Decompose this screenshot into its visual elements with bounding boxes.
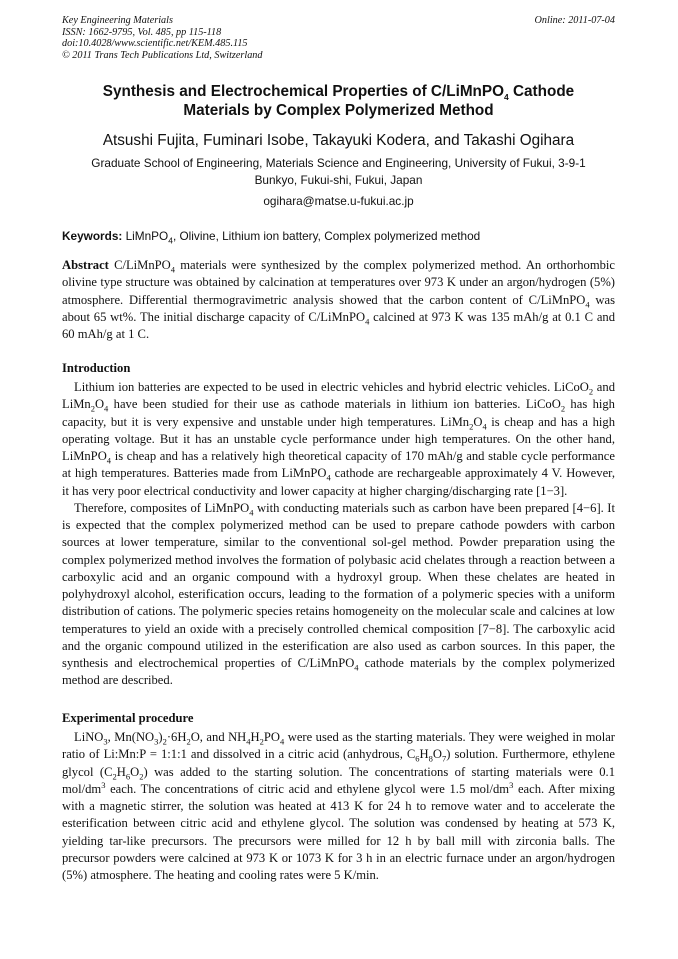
experimental-body [62, 729, 615, 884]
title-line-1: Synthesis and Electrochemical Properties of C/LiMnPO$_4$ Cathode [102, 83, 575, 103]
intro-paragraph-2: Therefore, composites of LiMnPO$_4$ with conducting materials such as carbon have been prepared [4−6]. It is expected that the complex polymerized method can be used to prepare cathode powders with carbon sources at lower temperature, similar to the conventional sol-gel method. Powder preparation using the complex polymerized method involves the formation of polybasic acid chelates through a reaction between a carboxylic acid and an organic compound with a hydroxyl group. When these chelates are heated in polyhydroxyl alcohol, esterification occurs, leading to the formation of a polymeric species with a uniform distribution of cations. The polymeric species retains homogeneity on the molecular scale and calcines at low temperatures to yield an oxide with a precisely controlled chemical composition [7−8]. The carboxylic acid and the organic compound utilized in the esterification are also used as carbon sources. In this paper, the synthesis and electrochemical properties of C/LiMnPO$_4$ cathode materials by the complex polymerized method are described. [62, 500, 615, 688]
introduction-heading: Introduction [62, 361, 131, 375]
journal-name: Key Engineering Materials [62, 15, 173, 26]
issn-line: ISSN: 1662-9795, Vol. 485, pp 115-118 [62, 26, 222, 38]
experimental-paragraph-1: LiNO$_3$, $Mn(NO_3)_2\cdot 6H_2O$, and $NH_4H_2PO_4$ were used as the starting materials. They were weighed in molar ratio of Li:Mn:P = 1:1:1 and dissolved in a citric acid (anhydrous, $C_6H_8O_7$) solution. Furthermore, ethylene glycol $(C_2H_6O_2)$ was added to the starting solution. The concentrations of starting materials were 0.1 mol/$dm^3$ each. The concentrations of citric acid and ethylene glycol were 1.5 mol/$dm^3$ each. After mixing with a magnetic stirrer, the solution was heated at 413 K for 24 h to remove water and to accelerate the esterification between citric acid and ethylene glycol. The solution was condensed by heating at 573 K, yielding tar-like precursors. The precursors were milled for 12 h by ball mill with zirconia balls. The precursor powders were calcined at 973 K or 1073 K for 3 h in an electric furnace under an argon/hydrogen (5%) atmosphere. The heating and cooling rates were 5 K/min. [62, 730, 615, 882]
copyright-line: © 2011 Trans Tech Publications Ltd, Switzerland [62, 49, 263, 61]
doi-line: doi:10.4028/www.scientific.net/KEM.485.115 [62, 38, 248, 49]
keywords-label: Keywords: [62, 229, 123, 243]
experimental-heading: Experimental procedure [62, 711, 194, 725]
affiliation: Graduate School of Engineering, Materials Science and Engineering, University of Fukui, 3-9-1 Bunkyo, Fukui-shi, Fukui, Japan [91, 156, 586, 187]
author-email[interactable]: ogihara@matse.u-fukui.ac.jp [263, 194, 414, 208]
author-list: Atsushi Fujita, Fuminari Isobe, Takayuki Kodera, and Takashi Ogihara [102, 132, 575, 149]
online-date: Online: 2011-07-04 [534, 15, 615, 26]
introduction-body [62, 379, 615, 690]
title-line-2: Materials by Complex Polymerized Method [183, 102, 494, 119]
keywords: Keywords: LiMnPO$_4$, Olivine, Lithium ion battery, Complex polymerized method [62, 229, 481, 246]
journal-header [62, 15, 615, 61]
abstract-label: Abstract [62, 258, 109, 272]
paper-title [62, 82, 615, 120]
abstract: Abstract C/LiMnPO$_4$ materials were synthesized by the complex polymerized method. An orthorhombic olivine type structure was obtained by calcination at temperatures over 973 K under an argon/hydrogen (5%) atmosphere. Differential thermogravimetric analysis showed that the carbon content of C/LiMnPO$_4$ was about 65 wt%. The initial discharge capacity of C/LiMnPO$_4$ calcined at 973 K was 135 mAh/g at 0.1 C and 60 mAh/g at 1 C. [62, 258, 616, 341]
intro-paragraph-1: Lithium ion batteries are expected to be used in electric vehicles and hybrid electric vehicles. LiCoO$_2$ and $LiMn_2O_4$ have been studied for their use as cathode materials in lithium ion batteries. LiCoO$_2$ has high capacity, but it is very expensive and unstable under high temperatures. $LiMn_2O_4$ is cheap and has a high operating voltage. But it has an unstable cycle performance under high temperatures. On the other hand, LiMnPO$_4$ is cheap and has a relatively high theoretical capacity of 170 mAh/g and stable cycle performance at high temperatures. Batteries made from LiMnPO$_4$ cathode are rechargeable approximately 4 V. However, it has very poor electrical conductivity and lower capacity at higher charging/discharging rate [1−3]. [62, 380, 615, 498]
